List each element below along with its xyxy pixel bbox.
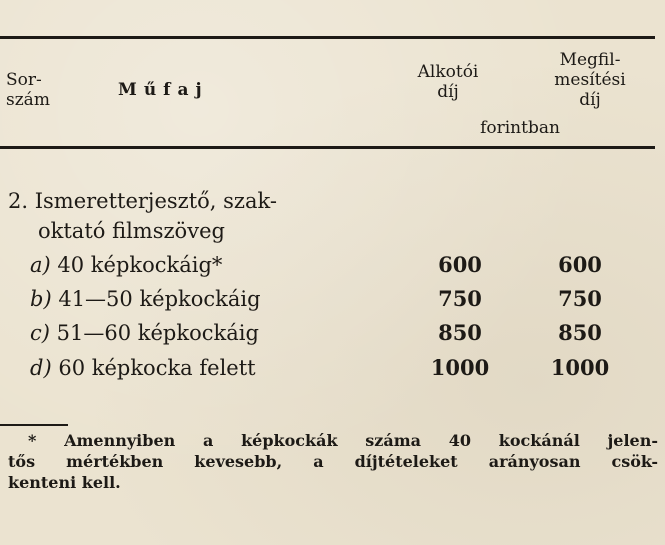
footnote — [8, 430, 658, 493]
table-row — [30, 286, 261, 312]
row-megfil-value: 750 — [558, 286, 602, 311]
footnote-line2: tős mértékben kevesebb, a díjtételeket arányosan csök- — [8, 452, 658, 471]
header-sorszam-line1: Sor- — [6, 70, 42, 90]
row-letter: d) — [30, 356, 52, 380]
header-megfil-line2: mesítési — [554, 70, 626, 90]
footnote-rule — [0, 424, 68, 426]
category-title-line2: oktató filmszöveg — [38, 219, 225, 243]
header-mufaj: Műfaj — [118, 80, 209, 100]
table-row — [30, 252, 222, 278]
table-top-rule — [0, 36, 655, 39]
row-label: 41—50 képkockáig — [58, 287, 261, 311]
category-title-line1: 2. Ismeretterjesztő, szak- — [8, 189, 277, 213]
row-letter: b) — [30, 287, 52, 311]
row-alkotoi-value: 850 — [438, 320, 482, 345]
header-sorszam — [6, 70, 64, 110]
header-megfil-line3: díj — [579, 90, 601, 110]
row-megfil-value: 600 — [558, 252, 602, 277]
row-letter: c) — [30, 321, 50, 345]
header-alkotoi-line1: Alkotói — [417, 62, 479, 82]
table-row — [30, 355, 256, 381]
row-label: 51—60 képkockáig — [56, 321, 259, 345]
header-sorszam-line2: szám — [6, 90, 50, 110]
row-label: 40 képkockáig* — [57, 253, 223, 277]
row-letter: a) — [30, 253, 51, 277]
row-megfil-value: 1000 — [550, 355, 610, 380]
header-unit: forintban — [480, 118, 560, 138]
header-megfilmesitesi-dij — [540, 50, 640, 110]
table-header-rule — [0, 146, 655, 149]
row-label: 60 képkocka felett — [58, 356, 256, 380]
table-row — [30, 320, 259, 346]
row-megfil-value: 850 — [558, 320, 602, 345]
header-alkotoi-line2: díj — [437, 82, 459, 102]
row-alkotoi-value: 750 — [438, 286, 482, 311]
row-alkotoi-value: 1000 — [430, 355, 490, 380]
footnote-line3: kenteni kell. — [8, 473, 121, 492]
footnote-line1: * Amennyiben a képkockák száma 40 kockánál jelen- — [28, 431, 658, 450]
header-megfil-line1: Megfil- — [559, 50, 621, 70]
row-alkotoi-value: 600 — [438, 252, 482, 277]
header-alkotoi-dij — [398, 62, 498, 102]
